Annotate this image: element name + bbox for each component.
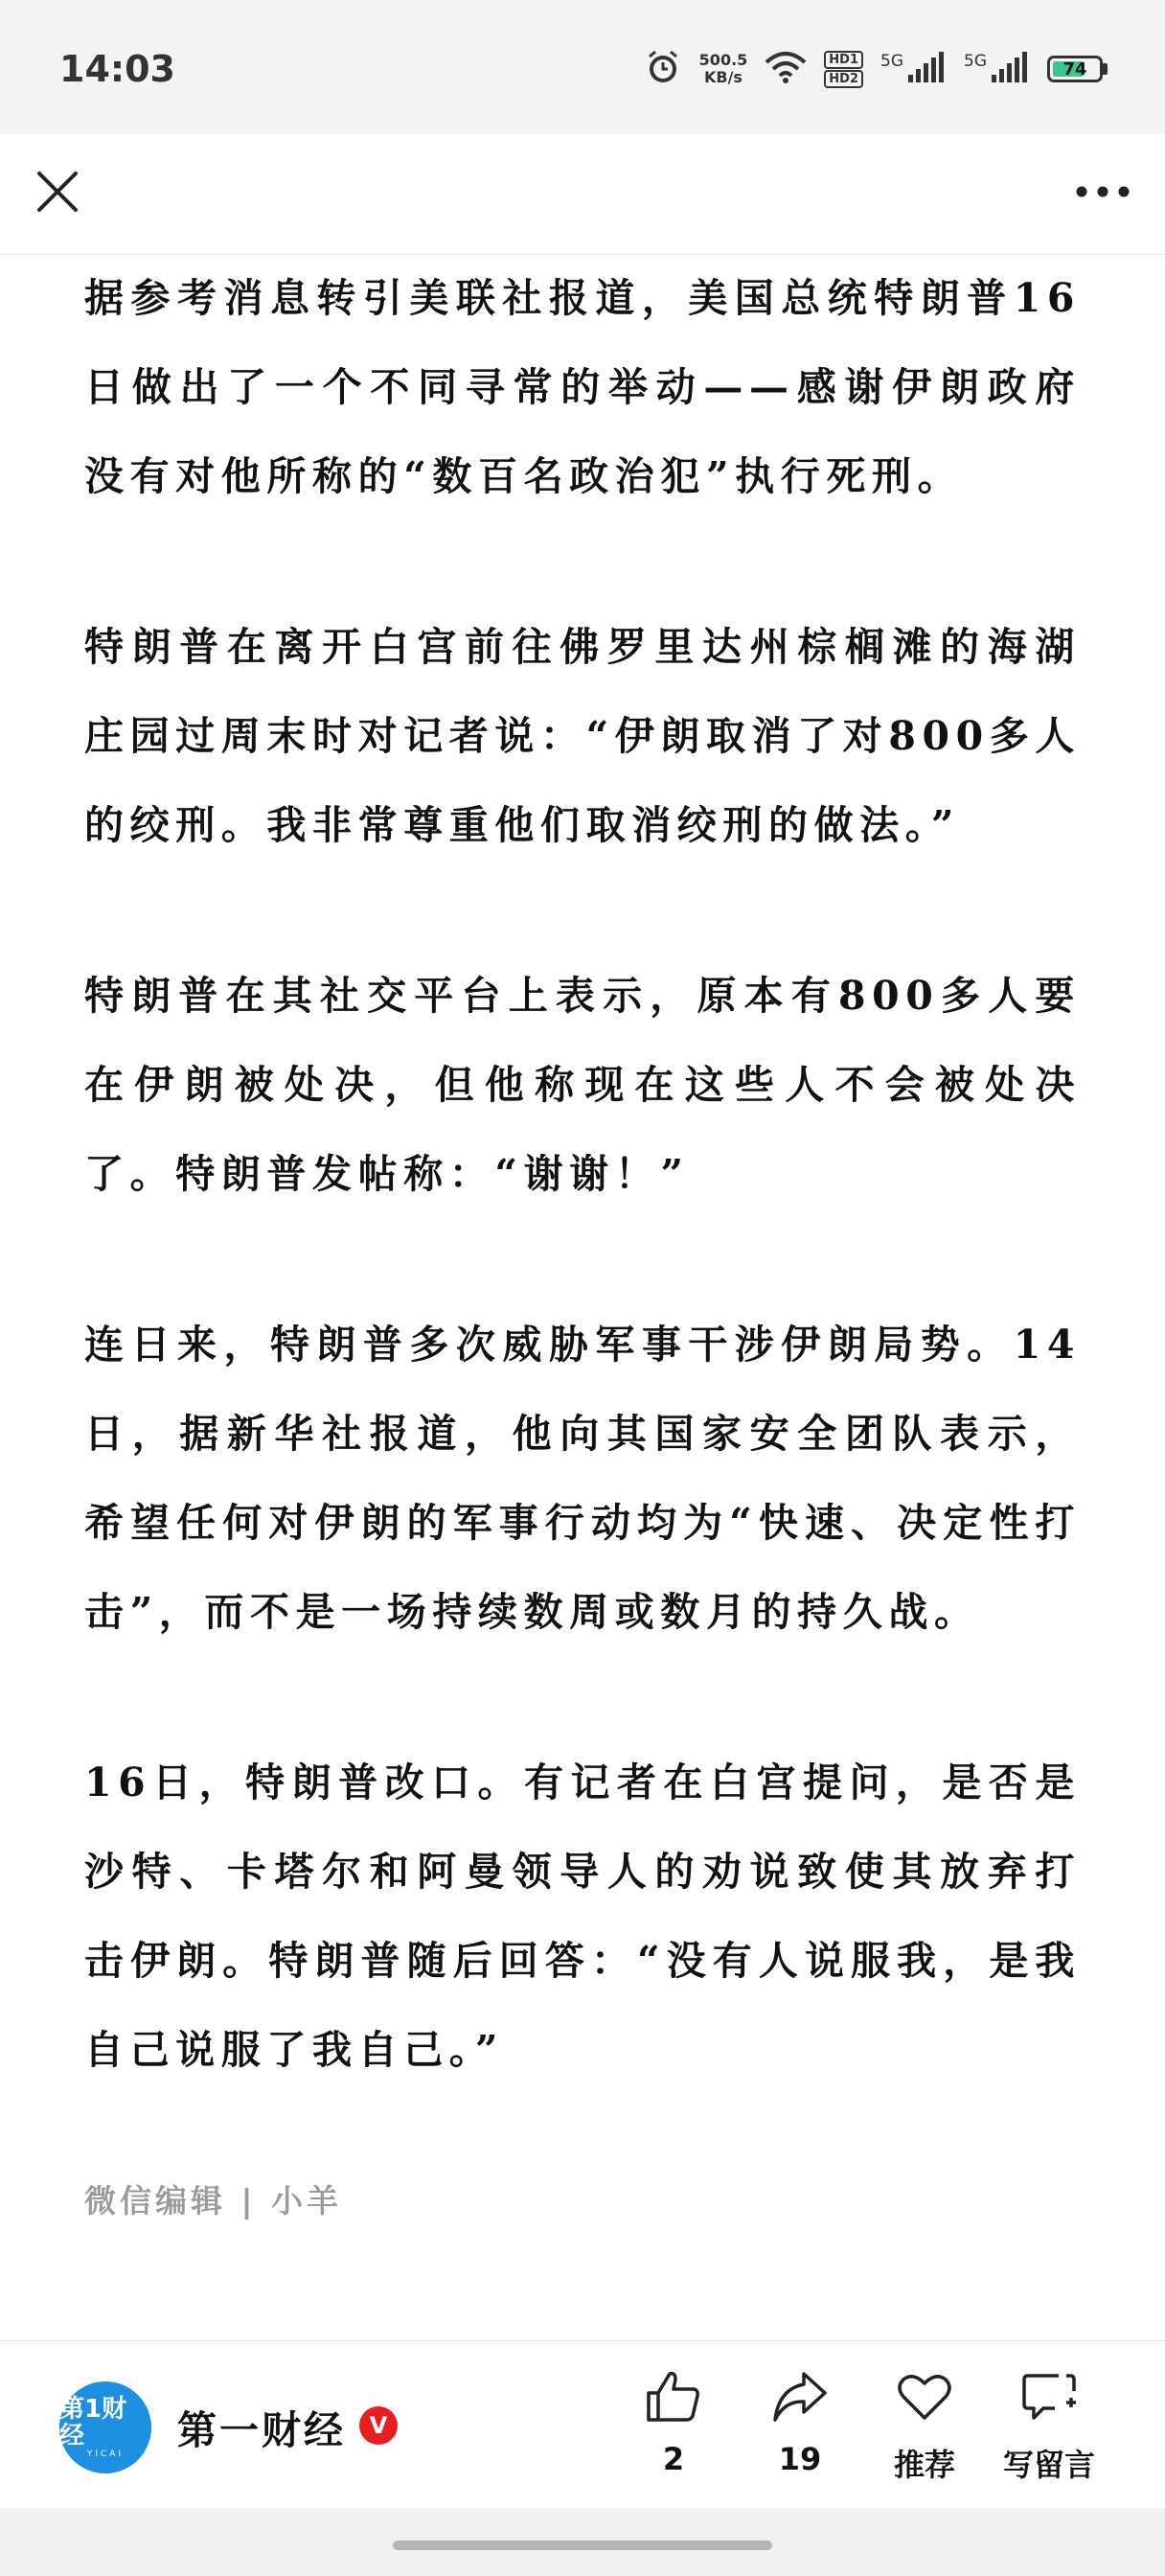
close-icon: [35, 170, 80, 214]
like-count: 2: [662, 2441, 685, 2477]
alarm-icon: [644, 48, 682, 90]
logo-sub-text: YICAI: [86, 2450, 125, 2459]
recommend-label: 推荐: [893, 2447, 955, 2483]
hd1-badge: HD1: [824, 51, 863, 69]
hd-badges: [824, 51, 863, 88]
account-logo[interactable]: [59, 2381, 151, 2473]
write-comment-label: 写留言: [1002, 2447, 1095, 2483]
write-comment-button[interactable]: [996, 2370, 1102, 2485]
article-paragraph: 特朗普在离开白宫前往佛罗里达州棕榈滩的海湖庄园过周末时对记者说：“伊朗取消了对800多人的绞刑。我非常尊重他们取消绞刑的做法。”: [84, 624, 1081, 848]
wifi-icon: [765, 51, 807, 87]
signal-icon: [992, 52, 1030, 86]
article-paragraph: 16日，特朗普改口。有记者在白宫提问，是否是沙特、卡塔尔和阿曼领导人的劝说致使其放弃打击伊朗。特朗普随后回答：“没有人说服我，是我自己说服了我自己。”: [84, 1760, 1081, 2073]
article-body: [84, 254, 1081, 2338]
article-paragraph: 连日来，特朗普多次威胁军事干涉伊朗局势。14日，据新华社报道，他向其国家安全团队表示，希望任何对伊朗的军事行动均为“快速、决定性打击”，而不是一场持续数周或数月的持久战。: [84, 1322, 1081, 1635]
article-nav-bar: [0, 134, 1165, 255]
share-count: 19: [778, 2441, 822, 2477]
home-indicator[interactable]: [393, 2541, 772, 2550]
network-speed: [699, 52, 748, 86]
battery-indicator: [1047, 56, 1108, 82]
sim1-label: 5G: [880, 52, 903, 71]
battery-level: 74: [1062, 58, 1087, 80]
verified-badge-icon: V: [359, 2406, 398, 2445]
signal-sim2: [964, 52, 1030, 86]
article-paragraph: 特朗普在其社交平台上表示，原本有800多人要在伊朗被处决，但他称现在这些人不会被处决了。特朗普发帖称：“谢谢！”: [84, 973, 1081, 1197]
gesture-area: [0, 2508, 1165, 2576]
recommend-button[interactable]: [872, 2370, 977, 2485]
sim2-label: 5G: [964, 52, 987, 71]
logo-main-text: 第1财经: [59, 2395, 127, 2450]
status-time: 14:03: [59, 48, 175, 90]
battery-icon: [1047, 56, 1103, 82]
bottom-action-bar: [0, 2340, 1165, 2509]
share-icon: [771, 2370, 829, 2424]
more-icon: [1075, 185, 1131, 198]
network-speed-value: 500.5: [698, 51, 748, 69]
share-button[interactable]: [747, 2370, 853, 2477]
like-button[interactable]: [621, 2370, 726, 2477]
account-name[interactable]: 第一财经: [177, 2407, 346, 2453]
editor-credit: 微信编辑 | 小羊: [84, 2182, 343, 2220]
battery-tip: [1103, 63, 1108, 75]
hd2-badge: HD2: [824, 70, 863, 88]
thumbs-up-icon: [645, 2370, 702, 2424]
close-button[interactable]: [29, 163, 86, 220]
network-speed-unit: KB/s: [703, 68, 742, 86]
article-paragraph: 据参考消息转引美联社报道，美国总统特朗普16日做出了一个不同寻常的举动——感谢伊朗政府没有对他所称的“数百名政治犯”执行死刑。: [84, 275, 1081, 499]
status-icons: [644, 44, 1108, 94]
status-bar: [0, 0, 1165, 134]
signal-sim1: [880, 52, 947, 86]
signal-icon: [908, 52, 947, 86]
heart-icon: [896, 2370, 953, 2424]
comment-add-icon: [1020, 2370, 1078, 2424]
more-options-button[interactable]: [1069, 163, 1136, 220]
